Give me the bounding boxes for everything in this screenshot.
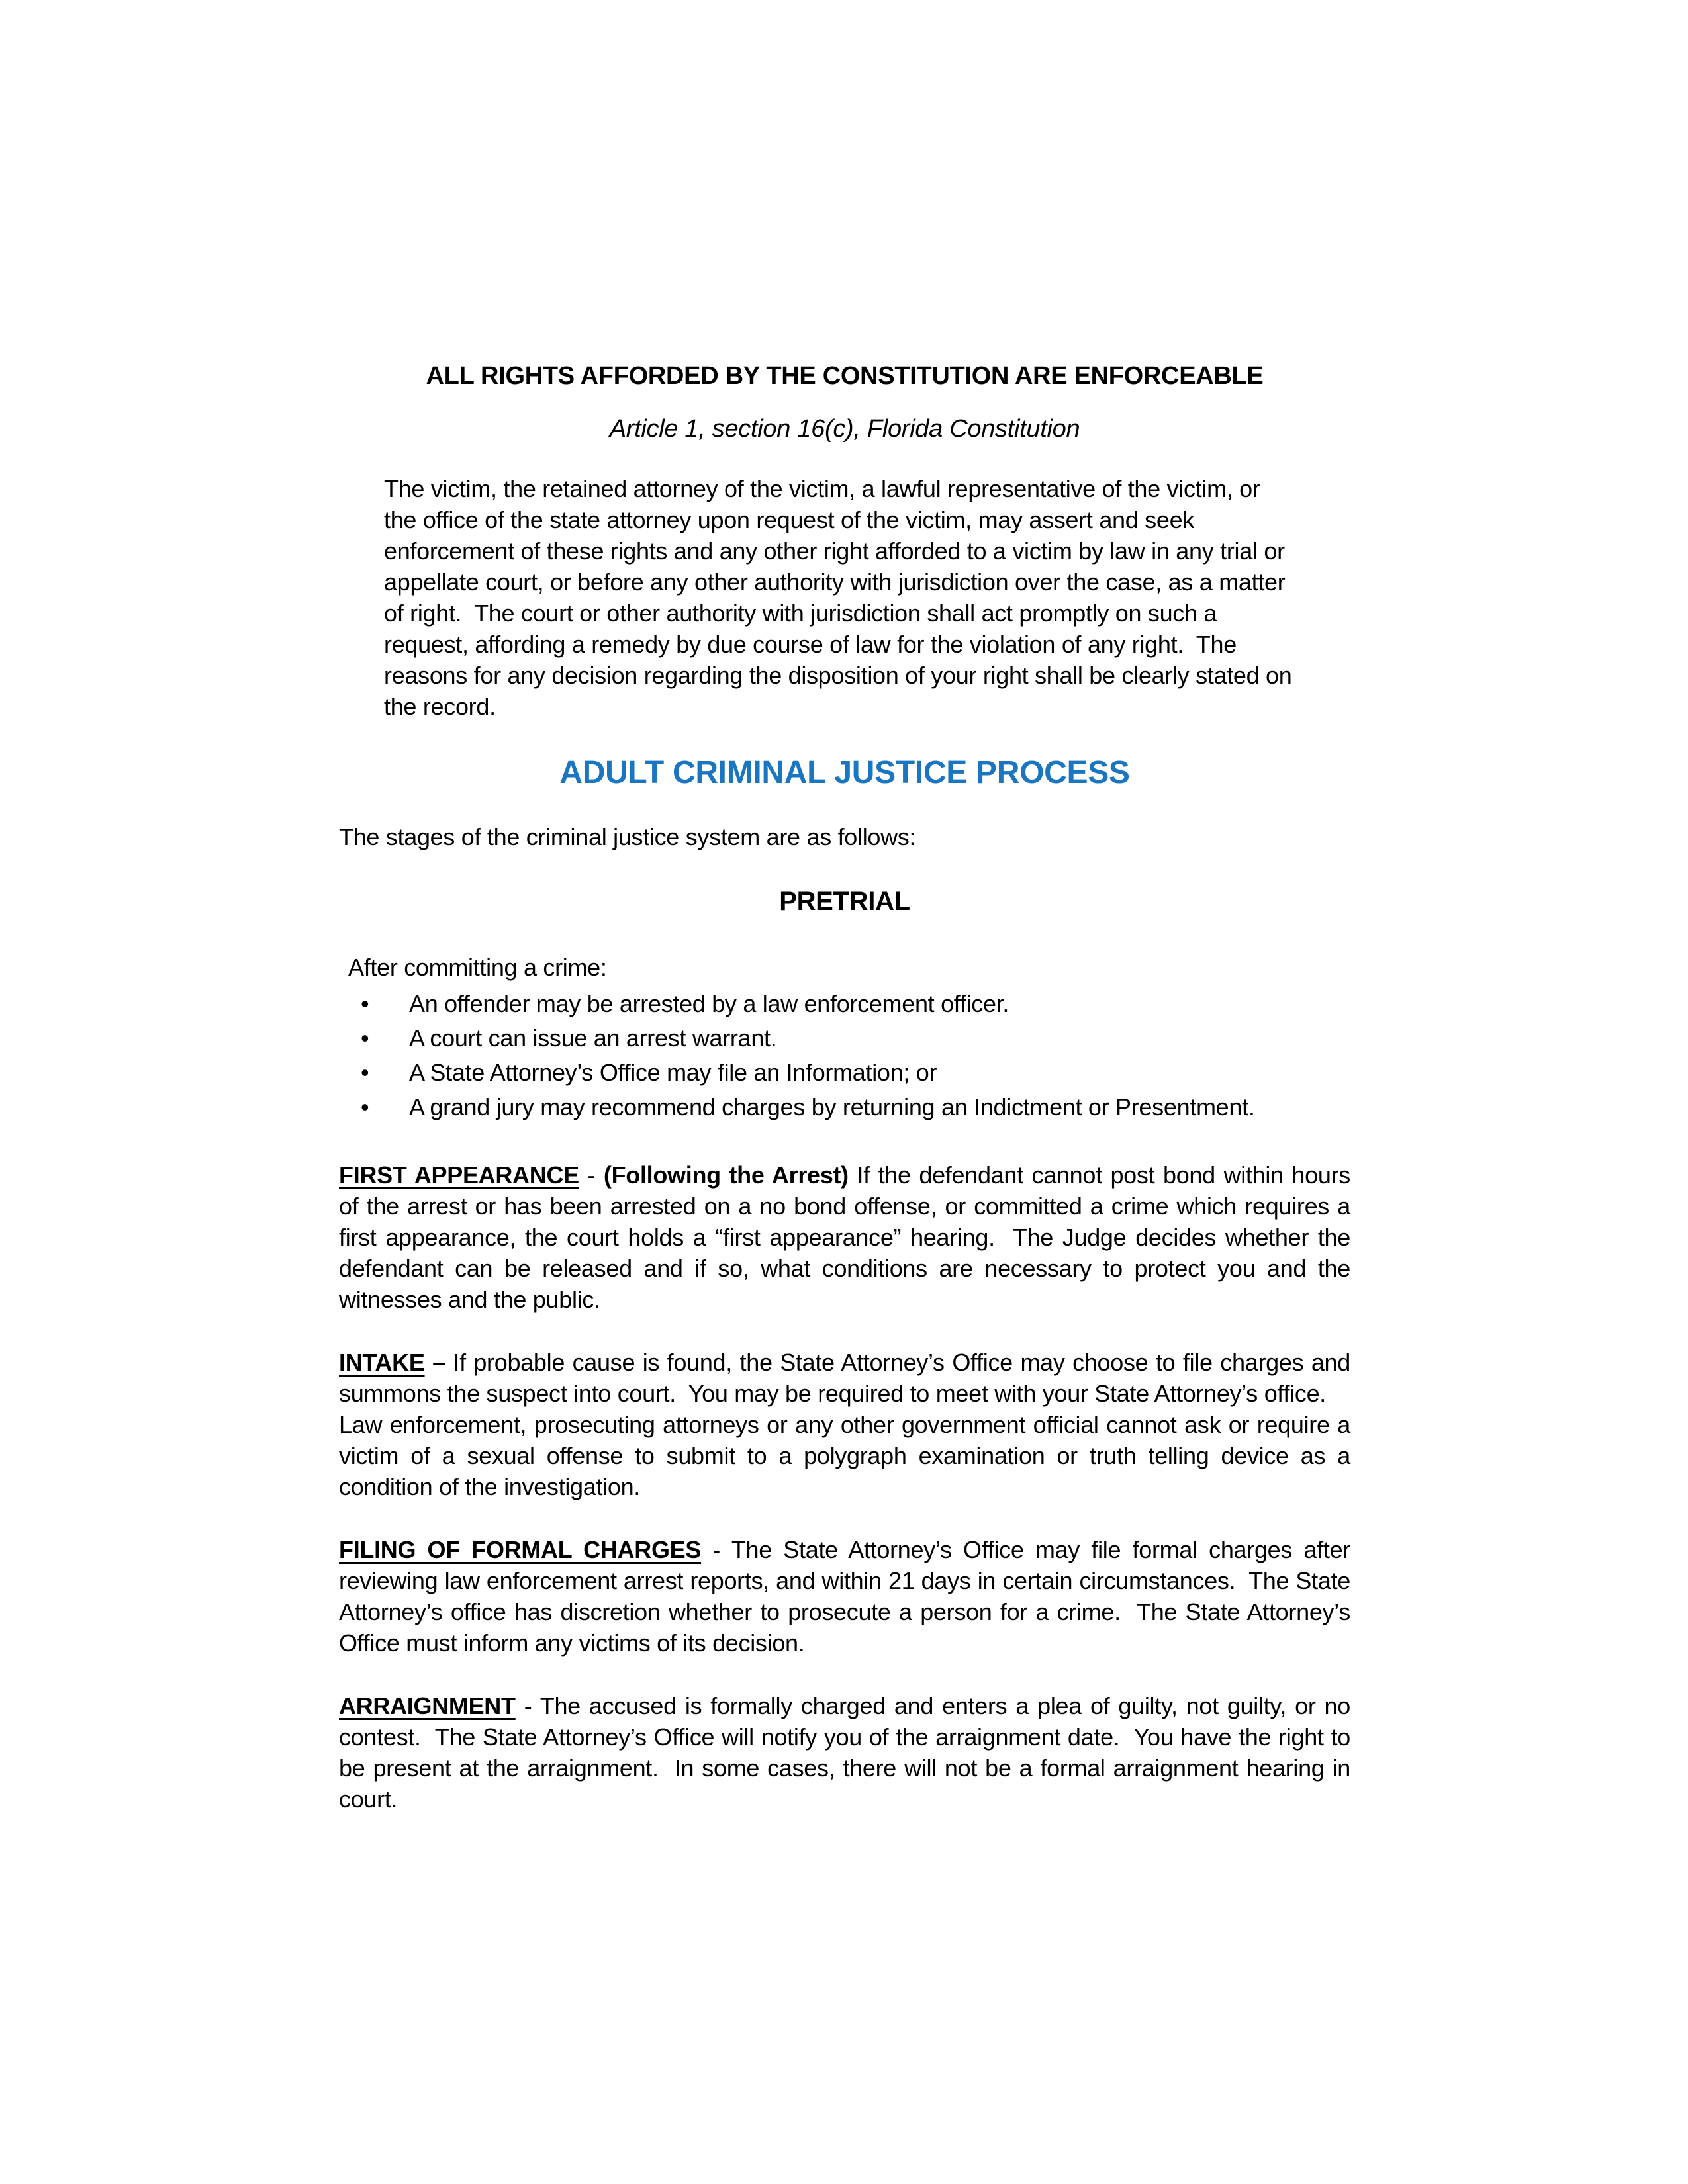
bullet-item-grand-jury: • A grand jury may recommend charges by returning an Indictment or Presentment. [339,1091,1350,1122]
bullet-item-information: • A State Attorney’s Office may file an Information; or [339,1057,1350,1088]
pretrial-intro: After committing a crime: [348,954,607,981]
pretrial-heading: PRETRIAL [779,887,910,916]
bullet-item-arrest: • An offender may be arrested by a law enforcement officer. [339,988,1350,1019]
section-filing-of-formal-charges [339,1534,1350,1659]
adult-process-heading: ADULT CRIMINAL JUSTICE PROCESS [559,755,1130,790]
section-intake [339,1347,1350,1502]
constitution-quote-paragraph: The victim, the retained attorney of the victim, a lawful representative of the victim, or the office of the state attorney upon request of the victim, may assert and seek enforcement of these rights and any other right afforded to a victim by law in any trial or appellate court, or before any other authority with jurisdiction over the case, as a matter of right. The court or other authority with jurisdiction shall act promptly on such a request, affording a remedy by due course of law for the violation of any right. The reasons for any decision regarding the disposition of your right shall be clearly stated on the record. [384,475,1292,720]
intake-body-continued: Law enforcement, prosecuting attorneys or any other government official cannot ask or require a victim of a sexual offense to submit to a polygraph examination or truth telling device as a condition of the investigation. [339,1411,1350,1500]
bullet-item-warrant: • A court can issue an arrest warrant. [339,1023,1350,1054]
first-appearance-bold-intro: (Following the Arrest) [603,1161,857,1189]
intake-body: If probable cause is found, the State Attorney’s Office may choose to file charges and summons the suspect into court. You may be required to meet with your State Attorney’s office. [339,1349,1350,1407]
section-first-appearance [339,1160,1350,1315]
section-arraignment [339,1690,1350,1815]
first-appearance-body: If the defendant cannot post bond within hours of the arrest or has been arrested on a no bond offense, or committed a crime which requires a first appearance, the court holds a “first appearance” hearing. The Judge decides whether the defendant can be released and if so, what conditions are necessary to protect you and the witnesses and the public. [339,1161,1350,1313]
first-appearance-heading: FIRST APPEARANCE [339,1161,579,1189]
intake-heading: INTAKE [339,1349,425,1376]
filing-body: The State Attorney’s Office may file formal charges after reviewing law enforcement arrest reports, and within 21 days in certain circumstances. The State Attorney’s office has discretion whether to prosecute a person for a crime. The State Attorney’s Office must inform any victims of its decision. [339,1536,1350,1657]
arraignment-heading: ARRAIGNMENT [339,1692,516,1719]
filing-heading: FILING OF FORMAL CHARGES [339,1536,702,1563]
pretrial-bullet-list [339,988,1350,1122]
stages-intro: The stages of the criminal justice system are as follows: [339,823,916,850]
intake-separator: – [424,1349,453,1376]
first-appearance-separator: - [579,1161,604,1189]
document-subtitle: Article 1, section 16(c), Florida Constitution [609,415,1080,443]
document-title: ALL RIGHTS AFFORDED BY THE CONSTITUTION ARE ENFORCEABLE [426,362,1264,390]
arraignment-separator: - [515,1692,540,1719]
arraignment-body: The accused is formally charged and enters a plea of guilty, not guilty, or no contest. The State Attorney’s Office will notify you of the arraignment date. You have the right to be present at the arraignment. In some cases, there will not be a formal arraignment hearing in court. [339,1692,1350,1813]
filing-separator: - [701,1536,731,1563]
